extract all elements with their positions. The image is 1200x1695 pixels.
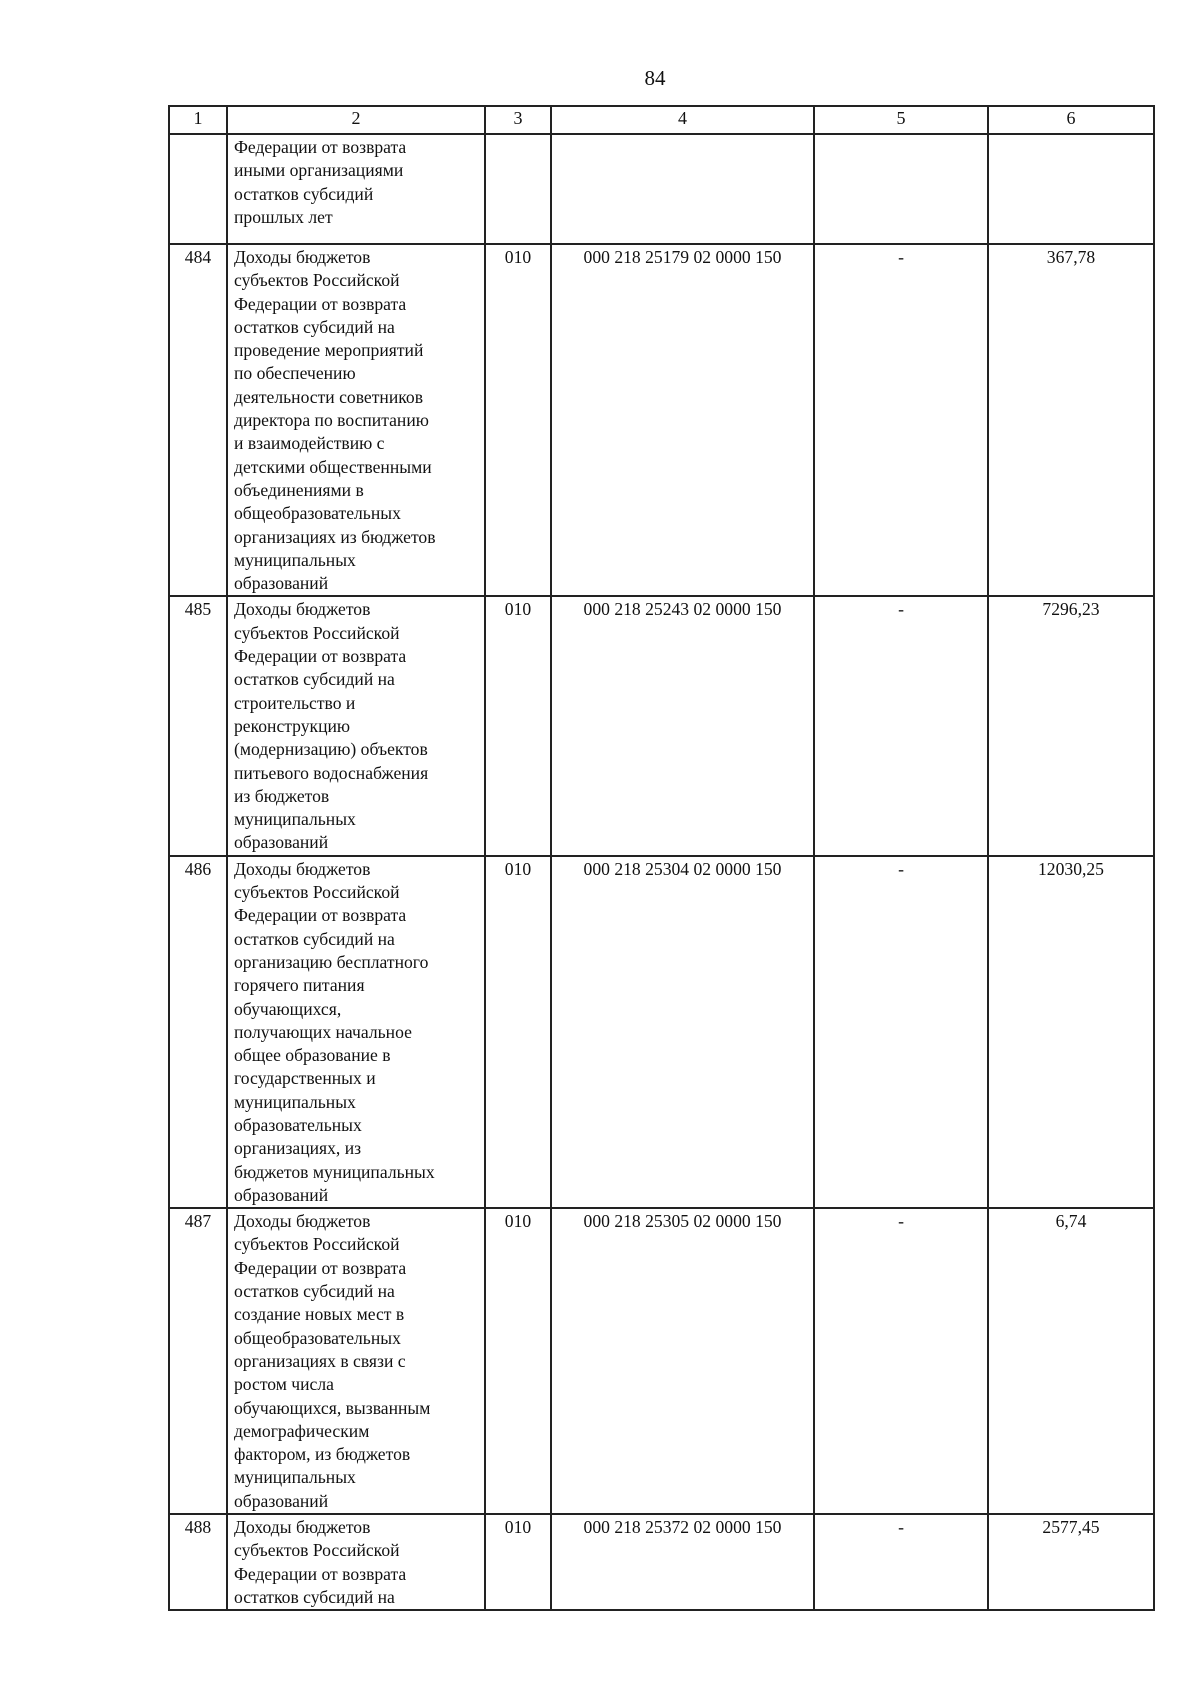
amount-value: 12030,25 [988, 856, 1154, 1208]
income-name-line: образований [234, 1184, 329, 1205]
header-col-4: 4 [551, 106, 814, 134]
income-name-line: образований [234, 832, 329, 853]
table-row [169, 596, 1154, 855]
income-name-line: муниципальных [234, 1467, 356, 1488]
income-name-line: деятельности советников [234, 386, 424, 407]
income-name-line: субъектов Российской [234, 622, 400, 643]
table-header-row [169, 106, 1154, 134]
income-name-line: бюджетов муниципальных [234, 1161, 435, 1182]
page-number: 84 [644, 66, 666, 90]
col5-value: - [814, 596, 988, 855]
admin-code [485, 134, 551, 244]
income-name-line: Федерации от возврата [234, 646, 407, 667]
row-number: 488 [169, 1514, 227, 1610]
income-name-line: остатков субсидий на [234, 1586, 395, 1607]
income-name-line: объединениями в [234, 479, 364, 500]
income-name-line: ростом числа [234, 1374, 334, 1395]
amount-value: 2577,45 [988, 1514, 1154, 1610]
income-name-line: получающих начальное [234, 1021, 412, 1042]
admin-code: 010 [485, 596, 551, 855]
income-name [227, 1514, 485, 1610]
header-col-6: 6 [988, 106, 1154, 134]
income-name-line: остатков субсидий на [234, 928, 395, 949]
row-number: 485 [169, 596, 227, 855]
admin-code: 010 [485, 244, 551, 596]
budget-classification-code [551, 134, 814, 244]
income-name-line: общеобразовательных [234, 503, 401, 524]
income-name-line: субъектов Российской [234, 1234, 400, 1255]
budget-classification-code: 000 218 25179 02 0000 150 [551, 244, 814, 596]
income-name-line: горячего питания [234, 975, 365, 996]
budget-table [168, 105, 1155, 1611]
col5-value: - [814, 1514, 988, 1610]
income-name-line: питьевого водоснабжения [234, 762, 429, 783]
income-name-line: организацию бесплатного [234, 951, 429, 972]
row-number: 486 [169, 856, 227, 1208]
income-name-line: муниципальных [234, 549, 356, 570]
row-number: 484 [169, 244, 227, 596]
col5-value: - [814, 1208, 988, 1514]
income-name-line: муниципальных [234, 809, 356, 830]
income-name-line: по обеспечению [234, 363, 356, 384]
table-row [169, 1514, 1154, 1610]
budget-classification-code: 000 218 25372 02 0000 150 [551, 1514, 814, 1610]
amount-value [988, 134, 1154, 244]
income-name-line: субъектов Российской [234, 882, 400, 903]
income-name-line: организациях из бюджетов [234, 526, 436, 547]
header-col-5: 5 [814, 106, 988, 134]
income-name-line: директора по воспитанию [234, 410, 429, 431]
income-name-line: проведение мероприятий [234, 340, 424, 361]
income-name-line: Федерации от возврата [234, 1563, 407, 1584]
income-name-line: организациях, из [234, 1138, 362, 1159]
admin-code: 010 [485, 856, 551, 1208]
income-name [227, 1208, 485, 1514]
income-name-line: Доходы бюджетов [234, 247, 371, 267]
row-number [169, 134, 227, 244]
amount-value: 367,78 [988, 244, 1154, 596]
col5-value: - [814, 856, 988, 1208]
amount-value: 7296,23 [988, 596, 1154, 855]
budget-classification-code: 000 218 25304 02 0000 150 [551, 856, 814, 1208]
income-name-line: остатков субсидий на [234, 1281, 395, 1302]
table-row [169, 1208, 1154, 1514]
income-name-line: образований [234, 1490, 329, 1511]
amount-value: 6,74 [988, 1208, 1154, 1514]
income-name-line: (модернизацию) объектов [234, 739, 428, 760]
income-name-line: муниципальных [234, 1091, 356, 1112]
income-name-line: обучающихся, вызванным [234, 1397, 431, 1418]
header-col-1: 1 [169, 106, 227, 134]
income-name-line: образовательных [234, 1114, 362, 1135]
income-name-line: остатков субсидий на [234, 316, 395, 337]
income-name-line: Федерации от возврата [234, 293, 407, 314]
budget-classification-code: 000 218 25243 02 0000 150 [551, 596, 814, 855]
header-col-2: 2 [227, 106, 485, 134]
admin-code: 010 [485, 1208, 551, 1514]
income-name-line: организациях в связи с [234, 1350, 406, 1371]
header-col-3: 3 [485, 106, 551, 134]
budget-classification-code: 000 218 25305 02 0000 150 [551, 1208, 814, 1514]
income-name [227, 856, 485, 1208]
income-name-line: Федерации от возврата [234, 1257, 407, 1278]
income-name-line: Доходы бюджетов [234, 1517, 371, 1538]
income-name-line: строительство и [234, 692, 356, 713]
income-name-line: общеобразовательных [234, 1327, 401, 1348]
income-name-line: Федерации от возврата [234, 137, 407, 157]
col5-value: - [814, 244, 988, 596]
income-name-line: и взаимодействию с [234, 433, 385, 454]
table-row [169, 134, 1154, 244]
income-name-line: детскими общественными [234, 456, 432, 477]
income-name-line: фактором, из бюджетов [234, 1444, 411, 1465]
income-name-line: Доходы бюджетов [234, 599, 371, 620]
income-name-line: Федерации от возврата [234, 905, 407, 926]
income-name-line: обучающихся, [234, 998, 342, 1019]
income-name-line: общее образование в [234, 1045, 391, 1066]
income-name-line: остатков субсидий на [234, 669, 395, 690]
col5-value [814, 134, 988, 244]
income-name [227, 596, 485, 855]
income-name-line: субъектов Российской [234, 270, 400, 291]
income-name-line: демографическим [234, 1420, 370, 1441]
income-name-line: субъектов Российской [234, 1540, 400, 1561]
income-name [227, 244, 485, 596]
income-name-line: образований [234, 573, 329, 594]
admin-code: 010 [485, 1514, 551, 1610]
income-name-line: государственных и [234, 1068, 376, 1089]
income-name-line: Доходы бюджетов [234, 858, 371, 879]
income-name [227, 134, 485, 244]
table-row [169, 856, 1154, 1208]
row-number: 487 [169, 1208, 227, 1514]
income-name-line: остатков субсидий [234, 183, 374, 204]
table-row [169, 244, 1154, 596]
income-name-line: прошлых лет [234, 206, 333, 227]
income-name-line: создание новых мест в [234, 1304, 405, 1325]
income-name-line: иными организациями [234, 160, 404, 181]
income-name-line: из бюджетов [234, 785, 330, 806]
income-name-line: Доходы бюджетов [234, 1211, 371, 1232]
income-name-line: реконструкцию [234, 715, 351, 736]
